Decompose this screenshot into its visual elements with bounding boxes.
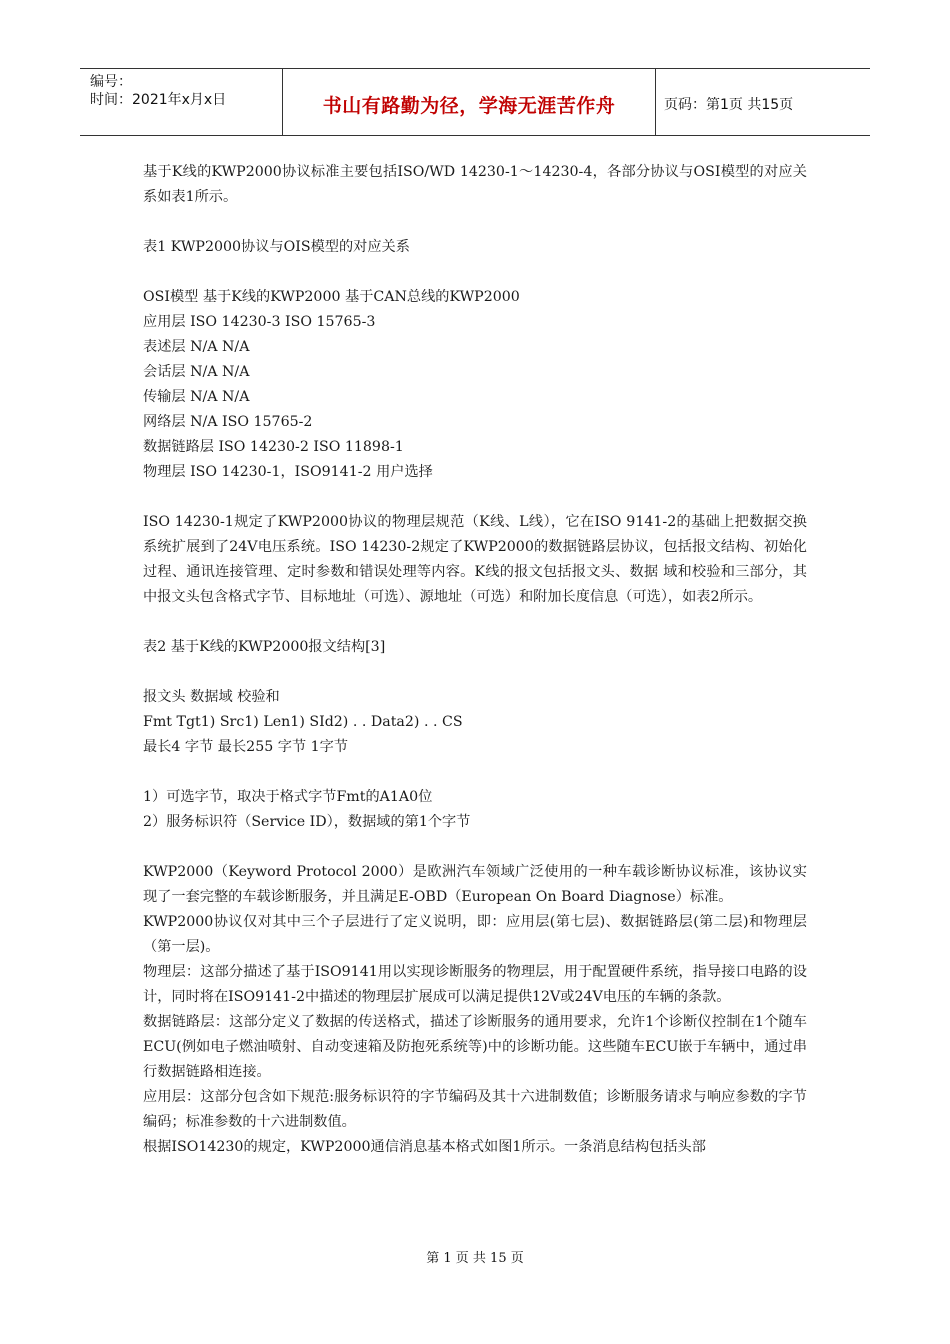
header-motto: 书山有路勤为径，学海无涯苦作舟 — [322, 95, 616, 117]
table1-row: 网络层 N/A ISO 15765-2 — [143, 414, 313, 430]
page-header — [80, 68, 870, 136]
table1-row: 会话层 N/A N/A — [143, 364, 250, 380]
document-date: 时间：2021年x月x日 — [90, 92, 227, 108]
paragraph-layers: KWP2000协议仅对其中三个子层进行了定义说明，即：应用层(第七层)、数据链路层(第二层)和物理层（第一层)。 — [143, 914, 807, 955]
table2-row: 报文头 数据域 校验和 — [143, 689, 280, 705]
document-code-label: 编号： — [90, 74, 132, 90]
paragraph-kwp2000: KWP2000（Keyword Protocol 2000）是欧洲汽车领域广泛使用的一种车载诊断协议标准，该协议实现了一套完整的车载诊断服务，并且满足E-OBD（European On Board Diagnose）标准。 — [143, 864, 807, 905]
table1-row: OSI模型 基于K线的KWP2000 基于CAN总线的KWP2000 — [143, 289, 520, 305]
table2-row: Fmt Tgt1) Src1) Len1) SId2) . . Data2) . . CS — [143, 714, 463, 730]
table2-note: 2）服务标识符（Service ID），数据域的第1个字节 — [143, 814, 471, 830]
table1-row: 数据链路层 ISO 14230-2 ISO 11898-1 — [143, 439, 404, 455]
table1-row: 表述层 N/A N/A — [143, 339, 250, 355]
paragraph-message-format: 根据ISO14230的规定，KWP2000通信消息基本格式如图1所示。一条消息结构包括头部 — [143, 1139, 706, 1155]
header-meta-cell — [80, 69, 283, 135]
table1-row: 传输层 N/A N/A — [143, 389, 250, 405]
document-body — [143, 160, 807, 1160]
paragraph-data-link-layer: 数据链路层：这部分定义了数据的传送格式，描述了诊断服务的通用要求，允许1个诊断仪控制在1个随车ECU(例如电子燃油喷射、自动变速箱及防抱死系统等)中的诊断功能。这些随车ECU嵌于车辆中，通过串行数据链路相连接。 — [143, 1014, 807, 1080]
table2-note: 1）可选字节，取决于格式字节Fmt的A1A0位 — [143, 789, 433, 805]
header-page-info: 页码：第1页 共15页 — [664, 97, 794, 113]
paragraph-application-layer: 应用层：这部分包含如下规范:服务标识符的字节编码及其十六进制数值；诊断服务请求与响应参数的字节编码；标准参数的十六进制数值。 — [143, 1089, 807, 1130]
header-page-cell — [656, 69, 870, 135]
page-footer: 第 1 页 共 15 页 — [426, 1251, 524, 1266]
paragraph-intro: 基于K线的KWP2000协议标准主要包括ISO/WD 14230-1～14230-4，各部分协议与OSI模型的对应关系如表1所示。 — [143, 164, 807, 205]
table1-caption: 表1 KWP2000协议与OIS模型的对应关系 — [143, 239, 410, 255]
paragraph-physical-layer: 物理层：这部分描述了基于ISO9141用以实现诊断服务的物理层，用于配置硬件系统，指导接口电路的设计，同时将在ISO9141-2中描述的物理层扩展成可以满足提供12V或24V电压的车辆的条款。 — [143, 964, 807, 1005]
table1-row: 应用层 ISO 14230-3 ISO 15765-3 — [143, 314, 376, 330]
table2-caption: 表2 基于K线的KWP2000报文结构[3] — [143, 639, 386, 655]
table2-row: 最长4 字节 最长255 字节 1字节 — [143, 739, 349, 755]
paragraph-iso14230: ISO 14230-1规定了KWP2000协议的物理层规范（K线、L线），它在ISO 9141-2的基础上把数据交换系统扩展到了24V电压系统。ISO 14230-2规定了KWP2000的数据链路层协议，包括报文结构、初始化过程、通讯连接管理、定时参数和错误处理等内容。K线的报文包括报文头、数据 域和校验和三部分，其中报文头包含格式字节、目标地址（可选）、源地址（可选）和附加长度信息（可选），如表2所示。 — [143, 514, 807, 605]
table1-row: 物理层 ISO 14230-1，ISO9141-2 用户选择 — [143, 464, 433, 480]
header-motto-cell — [283, 69, 656, 135]
